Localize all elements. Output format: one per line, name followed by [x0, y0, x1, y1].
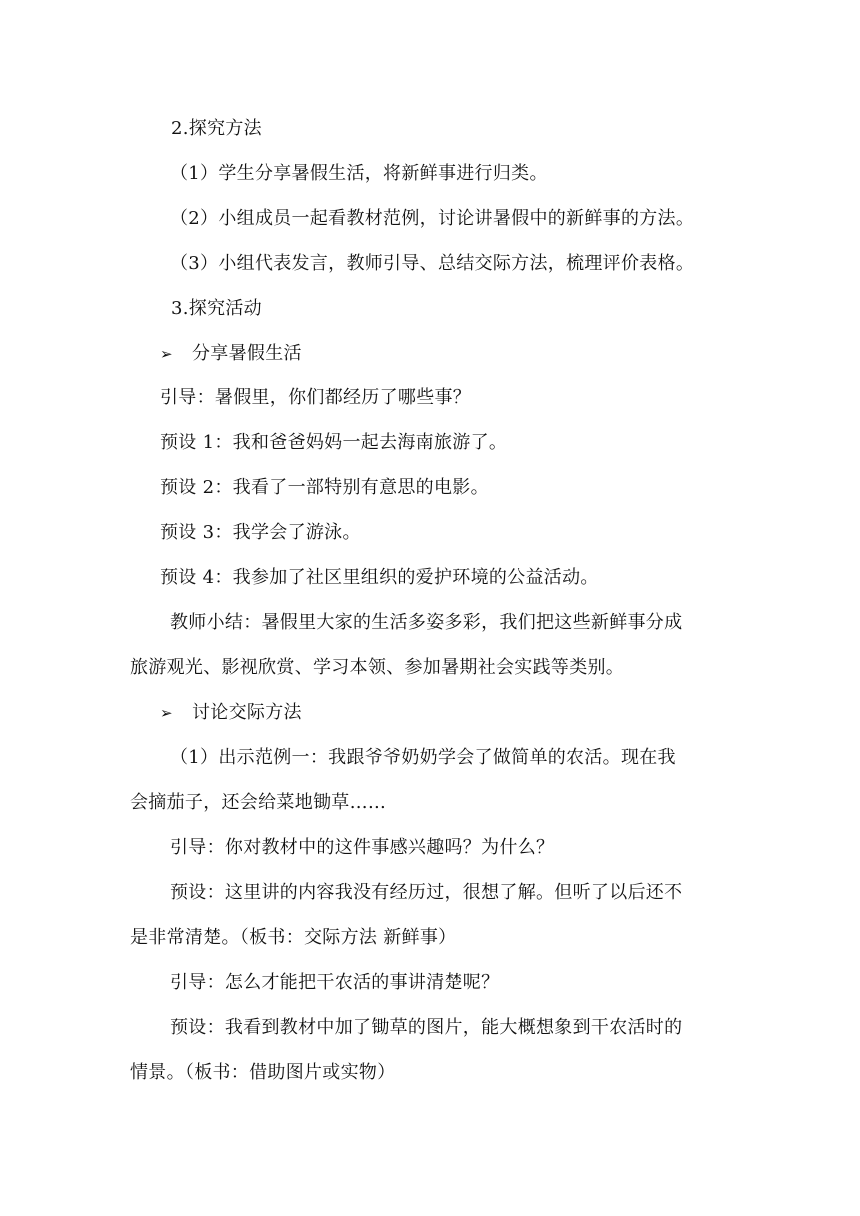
- bullet-item-discuss: [160, 702, 302, 724]
- preset-answer-6-line-2: 情景。（板书：借助图片或实物）: [130, 1062, 396, 1083]
- preset-answer-5-line-1: 预设：这里讲的内容我没有经历过，很想了解。但听了以后还不: [170, 882, 683, 903]
- bullet-item-share: [160, 343, 302, 365]
- preset-answer-5-line-2: 是非常清楚。（板书：交际方法 新鲜事）: [130, 927, 457, 948]
- guide-question-2: 引导：你对教材中的这件事感兴趣吗？为什么？: [170, 837, 555, 858]
- method-step-3: （3）小组代表发言，教师引导、总结交际方法，梳理评价表格。: [170, 253, 695, 274]
- method-step-1: （1）学生分享暑假生活，将新鲜事进行归类。: [170, 163, 548, 184]
- preset-answer-1: 预设 1：我和爸爸妈妈一起去海南旅游了。: [160, 432, 508, 453]
- arrow-bullet-icon: ➢: [160, 345, 173, 363]
- example-line-2: 会摘茄子，还会给菜地锄草……: [130, 792, 387, 813]
- teacher-summary-line-2: 旅游观光、影视欣赏、学习本领、参加暑期社会实践等类别。: [130, 657, 625, 678]
- bullet-label-discuss: 讨论交际方法: [192, 702, 302, 723]
- teacher-summary-line-1: 教师小结：暑假里大家的生活多姿多彩，我们把这些新鲜事分成: [170, 612, 683, 633]
- method-step-2: （2）小组成员一起看教材范例，讨论讲暑假中的新鲜事的方法。: [170, 208, 695, 229]
- bullet-label-share: 分享暑假生活: [192, 343, 302, 364]
- preset-answer-2: 预设 2：我看了一部特别有意思的电影。: [160, 477, 489, 498]
- preset-answer-6-line-1: 预设：我看到教材中加了锄草的图片，能大概想象到干农活时的: [170, 1017, 683, 1038]
- preset-answer-4: 预设 4：我参加了社区里组织的爱护环境的公益活动。: [160, 567, 599, 588]
- guide-question-1: 引导：暑假里，你们都经历了哪些事？: [160, 387, 472, 408]
- arrow-bullet-icon: ➢: [160, 704, 173, 722]
- guide-question-3: 引导：怎么才能把干农活的事讲清楚呢？: [170, 972, 500, 993]
- example-line-1: （1）出示范例一：我跟爷爷奶奶学会了做简单的农活。现在我: [170, 747, 676, 768]
- section-heading-activity: 3.探究活动: [171, 298, 262, 319]
- preset-answer-3: 预设 3：我学会了游泳。: [160, 522, 361, 543]
- section-heading-method: 2.探究方法: [171, 118, 262, 139]
